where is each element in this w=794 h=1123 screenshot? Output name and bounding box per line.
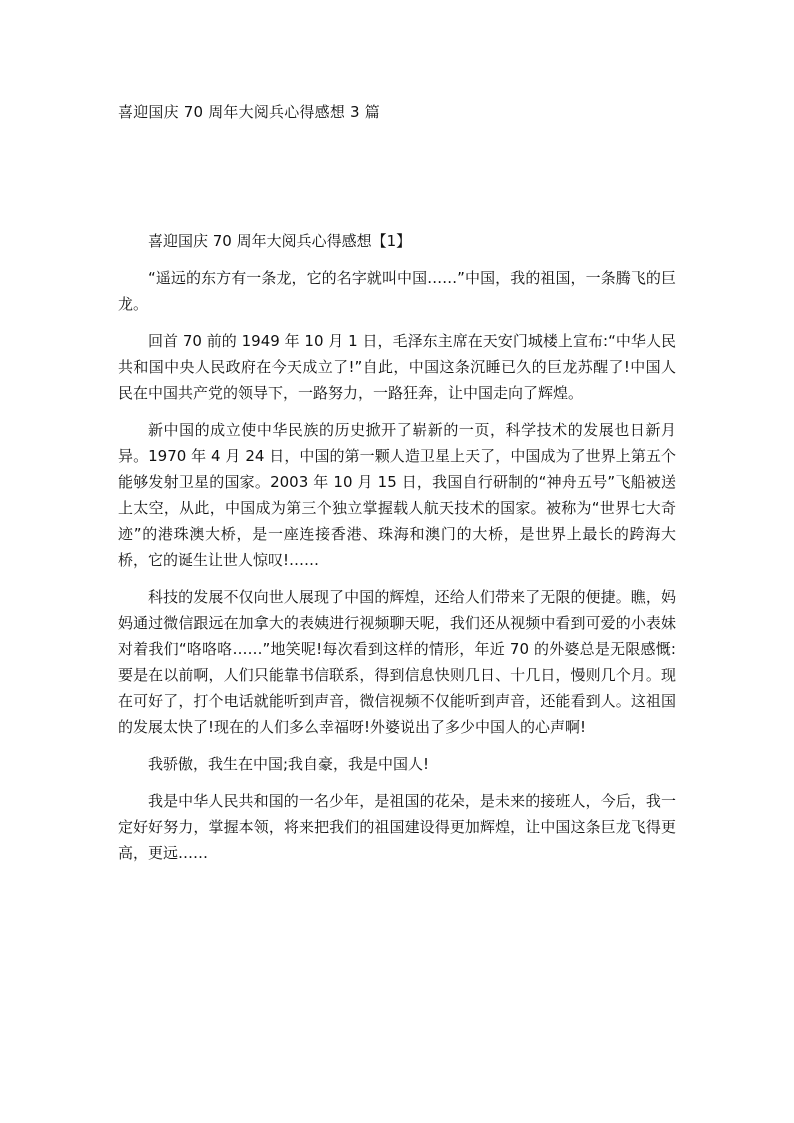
paragraph-1: “遥远的东方有一条龙，它的名字就叫中国……”中国，我的祖国，一条腾飞的巨龙。 (118, 269, 676, 313)
paragraph-6: 我是中华人民共和国的一名少年，是祖国的花朵，是未来的接班人，今后，我一定好好努力，掌握本领，将来把我们的祖国建设得更加辉煌，让中国这条巨龙飞得更高，更远…… (118, 792, 676, 862)
paragraph-5: 我骄傲，我生在中国;我自豪，我是中国人! (148, 755, 430, 773)
section-heading: 喜迎国庆 70 周年大阅兵心得感想【1】 (148, 232, 412, 250)
paragraph-4: 科技的发展不仅向世人展现了中国的辉煌，还给人们带来了无限的便捷。瞧，妈妈通过微信跟远在加拿大的表姨进行视频聊天呢，我们还从视频中看到可爱的小表妹对着我们“咯咯咯……”地笑呢!每次看到这样的情形，年近 70 的外婆总是无限感慨:要是在以前啊，人们只能靠书信联系，得到信息快则几日、十几日，慢则几个月。现在可好了，打个电话就能听到声音，微信视频不仅能听到声音，还能看到人。这祖国的发展太快了!现在的人们多么幸福呀!外婆说出了多少中国人的心声啊! (118, 588, 676, 736)
document-title: 喜迎国庆 70 周年大阅兵心得感想 3 篇 (118, 103, 380, 121)
paragraph-2: 回首 70 前的 1949 年 10 月 1 日，毛泽东主席在天安门城楼上宣布:“中华人民共和国中央人民政府在今天成立了!”自此，中国这条沉睡已久的巨龙苏醒了!中国人民在中国共产党的领导下，一路努力，一路狂奔，让中国走向了辉煌。 (118, 332, 676, 402)
paragraph-3: 新中国的成立使中华民族的历史掀开了崭新的一页，科学技术的发展也日新月异。1970 年 4 月 24 日，中国的第一颗人造卫星上天了，中国成为了世界上第五个能够发射卫星的国家。2003 年 10 月 15 日，我国自行研制的“神舟五号”飞船被送上太空，从此，中国成为第三个独立掌握载人航天技术的国家。被称为“世界七大奇迹”的港珠澳大桥，是一座连接香港、珠海和澳门的大桥，是世界上最长的跨海大桥，它的诞生让世人惊叹!…… (118, 421, 676, 569)
document-body (118, 228, 676, 877)
